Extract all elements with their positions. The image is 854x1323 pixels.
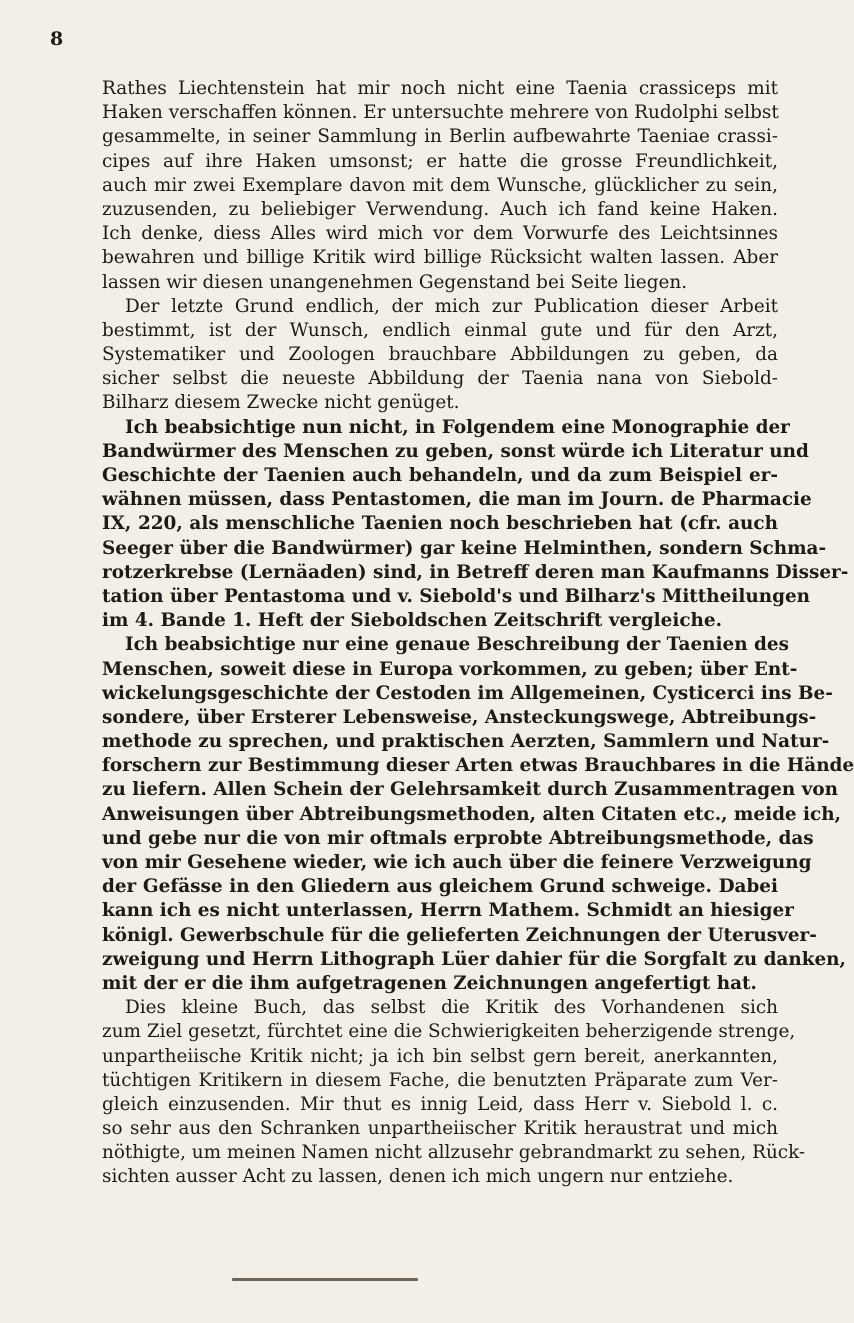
text-line: im 4. Bande 1. Heft der Sieboldschen Zeitschrift vergleiche.	[102, 610, 723, 632]
text-line: lassen wir diesen unangenehmen Gegenstand bei Seite liegen.	[102, 271, 688, 293]
text-line: gleich einzusenden. Mir thut es innig Leid, dass Herr v. Siebold l. c.	[102, 1093, 778, 1115]
text-line: zuzusenden, zu beliebiger Verwendung. Auch ich fand keine Haken.	[102, 198, 778, 220]
text-line: bewahren und billige Kritik wird billige Rücksicht walten lassen. Aber	[102, 247, 778, 269]
text-line: Ich beabsichtige nun nicht, in Folgendem eine Monographie der	[125, 416, 790, 438]
body-text	[102, 77, 854, 1190]
text-line: von mir Gesehene wieder, wie ich auch über die feinere Verzweigung	[102, 852, 812, 873]
text-line: cipes auf ihre Haken umsonst; er hatte die grosse Freundlichkeit,	[102, 150, 778, 172]
text-line: Ich denke, diess Alles wird mich vor dem Vorwurfe des Leichtsinnes	[102, 223, 778, 245]
text-line: Ich beabsichtige nur eine genaue Beschreibung der Taenien des	[125, 634, 789, 656]
page-number: 8	[50, 28, 64, 50]
text-line: wähnen müssen, dass Pentastomen, die man im Journ. de Pharmacie	[102, 489, 812, 511]
text-line: nöthigte, um meinen Namen nicht allzusehr gebrandmarkt zu sehen, Rück-	[102, 1142, 806, 1164]
text-line: sichten ausser Acht zu lassen, denen ich mich ungern nur entziehe.	[102, 1166, 734, 1188]
text-line: tation über Pentastoma und v. Siebold's und Bilharz's Mittheilungen	[102, 585, 811, 607]
text-line: Seeger über die Bandwürmer) gar keine Helminthen, sondern Schma-	[102, 537, 827, 559]
text-line: sondere, über Ersterer Lebensweise, Ansteckungswege, Abtreibungs-	[102, 706, 817, 728]
text-line: Bilharz diesem Zwecke nicht genüget.	[102, 392, 460, 414]
text-line: gesammelte, in seiner Sammlung in Berlin aufbewahrte Taeniae crassi-	[102, 126, 778, 148]
text-line: Haken verschaffen können. Er untersuchte mehrere von Rudolphi selbst	[102, 102, 779, 124]
text-line: königl. Gewerbschule für die gelieferten Zeichnungen der Uterusver-	[102, 924, 817, 946]
text-line: Dies kleine Buch, das selbst die Kritik des Vorhandenen sich	[125, 997, 778, 1019]
text-line: der Gefässe in den Gliedern aus gleichem Grund schweige. Dabei	[102, 876, 778, 898]
text-line: tüchtigen Kritikern in diesem Fache, die benutzten Präparate zum Ver-	[102, 1069, 778, 1091]
text-line: zweigung und Herrn Lithograph Lüer dahier für die Sorgfalt zu danken,	[102, 948, 846, 970]
text-line: bestimmt, ist der Wunsch, endlich einmal gute und für den Arzt,	[102, 319, 778, 341]
text-line: zu liefern. Allen Schein der Gelehrsamkeit durch Zusammentragen von	[102, 779, 838, 801]
text-line: Systematiker und Zoologen brauchbare Abbildungen zu geben, da	[102, 344, 778, 366]
text-line: wickelungsgeschichte der Cestoden im Allgemeinen, Cysticerci ins Be-	[102, 682, 833, 704]
text-line: mit der er die ihm aufgetragenen Zeichnungen angefertigt hat.	[102, 972, 757, 994]
text-line: rotzerkrebse (Lernäaden) sind, in Betreff deren man Kaufmanns Disser-	[102, 561, 849, 583]
text-line: forschern zur Bestimmung dieser Arten etwas Brauchbares in die Hände	[102, 755, 854, 777]
text-line: Bandwürmer des Menschen zu geben, sonst würde ich Literatur und	[102, 440, 809, 462]
text-line: zum Ziel gesetzt, fürchtet eine die Schwierigkeiten beherzigende strenge,	[102, 1021, 796, 1043]
text-line: kann ich es nicht unterlassen, Herrn Mathem. Schmidt an hiesiger	[102, 900, 794, 922]
text-line: und gebe nur die von mir oftmals erprobte Abtreibungsmethode, das	[102, 827, 814, 849]
text-line: Menschen, soweit diese in Europa vorkommen, zu geben; über Ent-	[102, 658, 798, 680]
text-line: methode zu sprechen, und praktischen Aerzten, Sammlern und Natur-	[102, 731, 830, 753]
text-line: sicher selbst die neueste Abbildung der Taenia nana von Siebold-	[102, 368, 778, 390]
text-line: unpartheiische Kritik nicht; ja ich bin selbst gern bereit, anerkannten,	[102, 1045, 778, 1067]
text-line: Der letzte Grund endlich, der mich zur Publication dieser Arbeit	[125, 295, 778, 317]
text-line: Rathes Liechtenstein hat mir noch nicht eine Taenia crassiceps mit	[102, 78, 778, 99]
text-line: Anweisungen über Abtreibungsmethoden, alten Citaten etc., meide ich,	[102, 803, 841, 825]
footer-rule	[232, 1278, 418, 1281]
text-line: so sehr aus den Schranken unpartheiischer Kritik heraustrat und mich	[102, 1118, 778, 1140]
text-line: auch mir zwei Exemplare davon mit dem Wunsche, glücklicher zu sein,	[102, 174, 778, 196]
text-line: Geschichte der Taenien auch behandeln, und da zum Beispiel er-	[102, 465, 778, 486]
text-line: IX, 220, als menschliche Taenien noch beschrieben hat (cfr. auch	[102, 513, 778, 535]
